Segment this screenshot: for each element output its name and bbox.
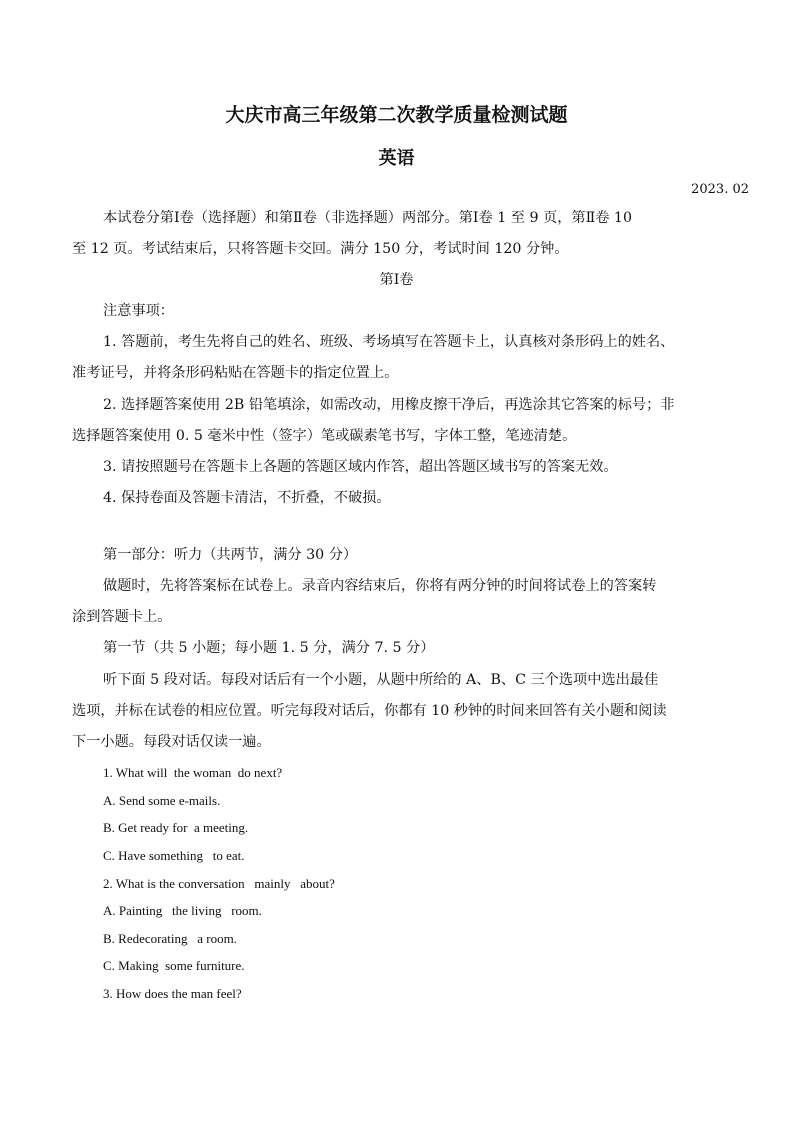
question-2-option-c: C. Making some furniture. [103,958,245,973]
section1-line-2: 选项，并标在试卷的相应位置。听完每段对话后，你都有 10 秒钟的时间来回答有关小题和阅读 [72,703,667,719]
volume-label: 第Ⅰ卷 [379,272,414,288]
notice-item-4: 4. 保持卷面及答题卡清洁，不折叠，不破损。 [103,490,391,506]
section1-heading: 第一节（共 5 小题；每小题 1. 5 分，满分 7. 5 分） [103,640,435,656]
question-2-option-a: A. Painting the living room. [103,903,262,918]
exam-title: 大庆市高三年级第二次教学质量检测试题 [225,104,568,126]
notice-item-2-line-2: 选择题答案使用 0. 5 毫米中性（签字）笔或碳素笔书写，字体工整，笔迹清楚。 [72,428,577,444]
part1-instruction-line-1: 做题时，先将答案标在试卷上。录音内容结束后，你将有两分钟的时间将试卷上的答案转 [103,578,657,594]
intro-line-2: 至 12 页。考试结束后，只将答题卡交回。满分 150 分，考试时间 120 分钟。 [72,241,569,257]
subject-title: 英语 [378,148,415,169]
question-2: 2. What is the conversation mainly about? [103,876,335,891]
question-1-option-a: A. Send some e-mails. [103,793,221,808]
section1-line-1: 听下面 5 段对话。每段对话后有一个小题，从题中所给的 A、B、C 三个选项中选出最佳 [103,672,659,688]
question-3: 3. How does the man feel? [103,986,242,1001]
notice-heading: 注意事项： [103,303,174,319]
part1-heading: 第一部分：听力（共两节，满分 30 分） [103,547,358,563]
question-1-option-c: C. Have something to eat. [103,848,245,863]
notice-item-2-line-1: 2. 选择题答案使用 2B 铅笔填涂，如需改动，用橡皮擦干净后，再选涂其它答案的标号；非 [103,397,675,413]
intro-line-1: 本试卷分第Ⅰ卷（选择题）和第Ⅱ卷（非选择题）两部分。第Ⅰ卷 1 至 9 页，第Ⅱ卷 10 [103,210,632,226]
part1-instruction-line-2: 涂到答题卡上。 [72,609,172,625]
notice-item-1-line-2: 准考证号，并将条形码粘贴在答题卡的指定位置上。 [72,365,399,381]
notice-item-3: 3. 请按照题号在答题卡上各题的答题区域内作答，超出答题区域书写的答案无效。 [103,459,618,475]
notice-item-1-line-1: 1. 答题前，考生先将自己的姓名、班级、考场填写在答题卡上，认真核对条形码上的姓名、 [103,334,675,350]
question-1: 1. What will the woman do next? [103,765,283,780]
question-1-option-b: B. Get ready for a meeting. [103,820,249,835]
question-2-option-b: B. Redecorating a room. [103,931,237,946]
exam-date: 2023. 02 [691,182,749,197]
section1-line-3: 下一小题。每段对话仅读一遍。 [72,734,271,750]
